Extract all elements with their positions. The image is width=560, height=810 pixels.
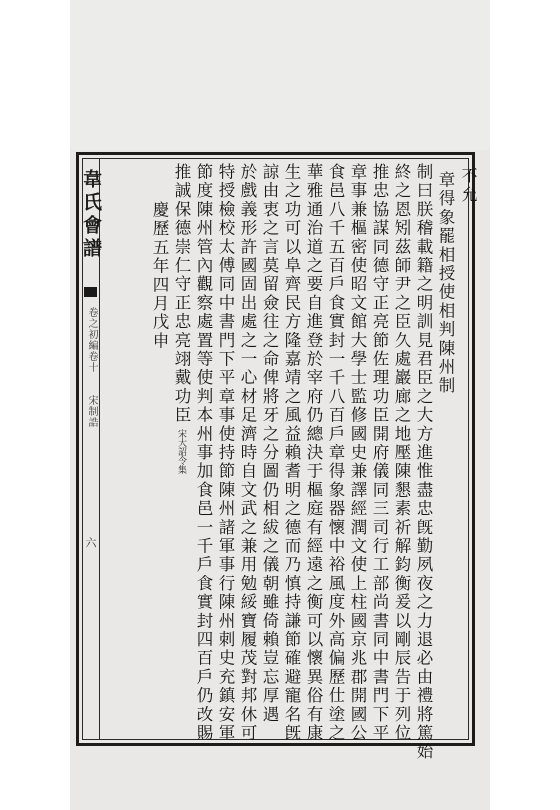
text-column-4: 推忠協謀同德守正亮節佐理功臣開府儀同三司行工部尚書同中書門下平 — [370, 163, 389, 743]
text-column-7: 華雅通治道之要自進登於宰府仍總決于樞庭有經遠之衡可以懷異俗有康 — [304, 163, 323, 743]
text-column-5: 章事兼樞密使昭文館大學士監修國史兼譯經潤文使上柱國京兆郡開國公 — [348, 163, 367, 743]
fold-title: 韋氏會譜 — [80, 169, 102, 261]
upper-margin — [70, 0, 490, 150]
text-column-13-main: 推誠保德崇仁守正忠亮翊戴功臣 — [172, 163, 191, 425]
text-column-11: 特授檢校太傅同中書門下平章事使持節陳州諸軍事行陳州刺史充鎮安軍 — [216, 163, 235, 743]
text-column-2: 制曰朕稽載籍之明訓見君臣之大方進惟盡忠旣勤夙夜之力退必由禮將篤始 — [414, 163, 433, 762]
text-column-1: 章得象罷相授使相判陳州制 — [436, 171, 455, 396]
text-column-12: 節度陳州管內觀察處置等使判本州事加食邑一千戶食實封四百戶仍改賜 — [194, 163, 213, 743]
fish-tail-marker — [84, 287, 97, 297]
text-column-3: 終之恩矧茲師尹之臣久處巖廊之地壓陳懇素祈解鈞衡爰以剛辰告于列位 — [392, 163, 411, 743]
text-column-8: 生之功可以阜齊民方隆嘉靖之風益賴耆明之德而乃慎持謙節確避寵名旣 — [282, 163, 301, 743]
frame-inner — [80, 158, 478, 762]
text-column-10: 於戲義形許國固出處之一心材足濟時自文武之兼用勉綏寶履茂對邦休可 — [238, 163, 257, 743]
date-column: 慶歷五年四月戊申 — [150, 201, 169, 351]
fold-subsection: 宋制誥 — [86, 395, 97, 428]
source-note: 宋大詔令集 — [176, 428, 186, 474]
heading-buyun: 不允 — [459, 167, 478, 205]
text-column-9: 諒由衷之言莫留僉往之命俾將牙之分圖仍相紱之儀朝雖倚賴豈忘厚遇 — [260, 163, 279, 724]
text-area — [101, 159, 478, 762]
text-column-6: 食邑八千五百戶食實封一千八百戶章得象器懷中裕風度外高偏歷仕塗之 — [326, 163, 345, 743]
text-column-13 — [172, 163, 190, 489]
fold-section: 卷之初編卷十 — [86, 307, 97, 373]
fold-page-number: 六 — [84, 537, 97, 548]
fold-column — [80, 159, 102, 739]
printed-frame — [76, 152, 478, 762]
